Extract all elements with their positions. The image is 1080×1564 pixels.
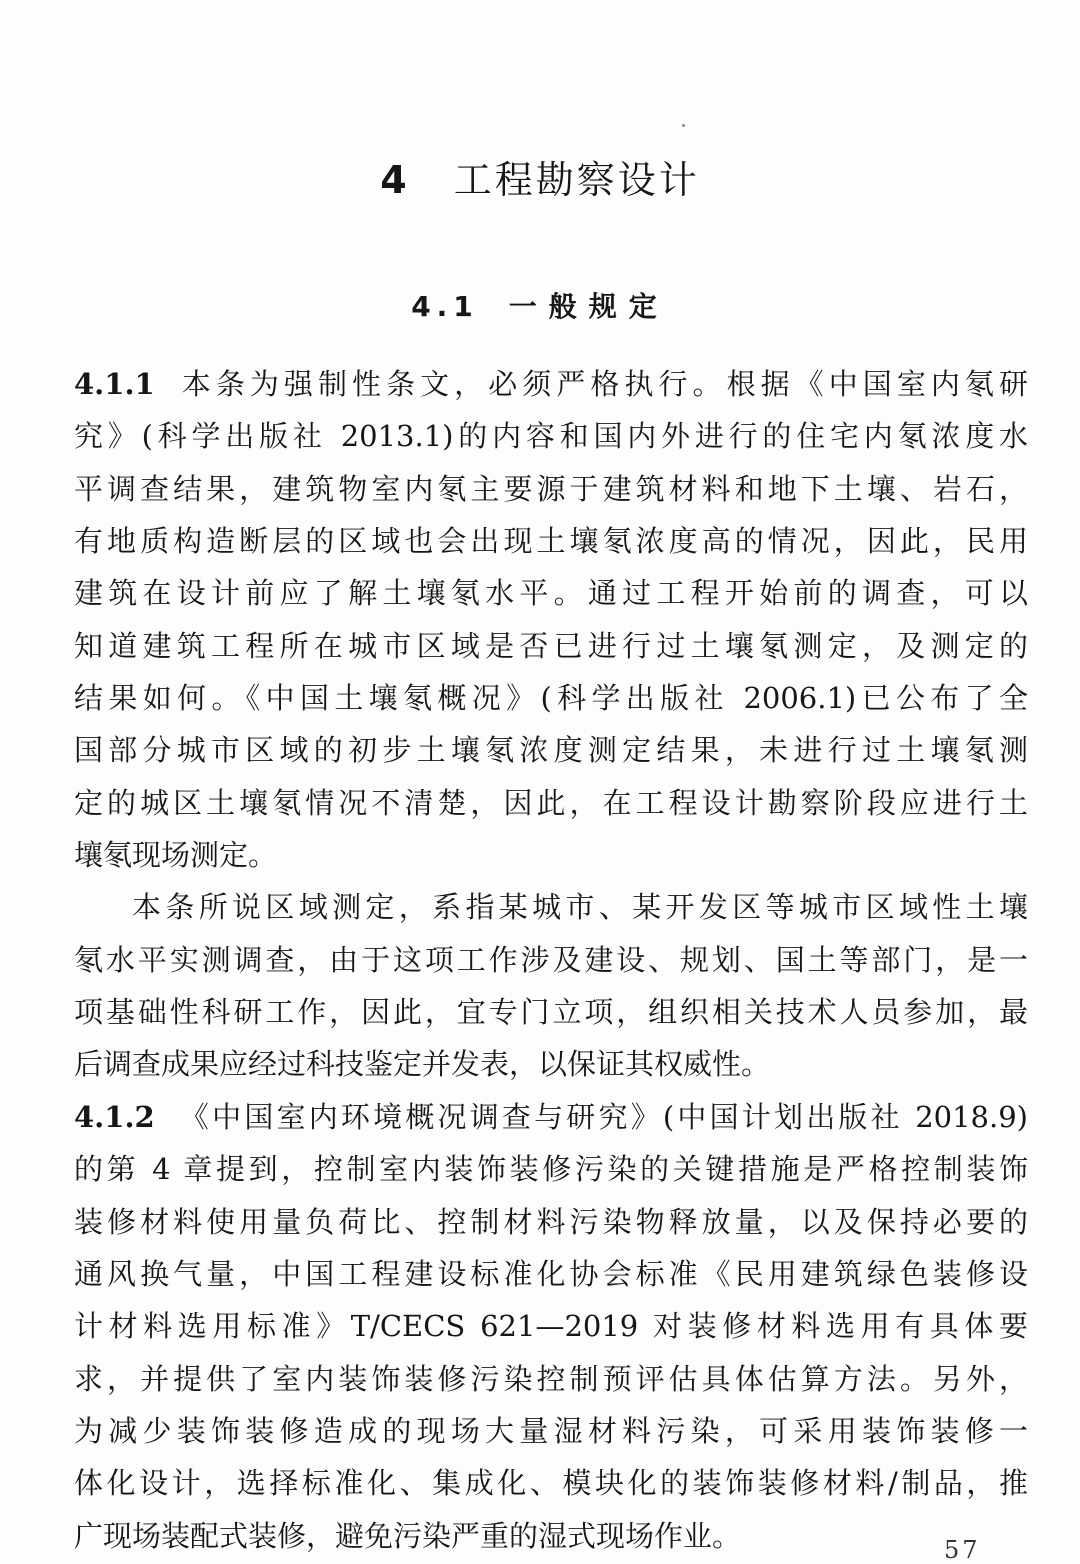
chapter-heading [0, 150, 1080, 210]
text-line: 的第 4 章提到，控制室内装饰装修污染的关键措施是严格控制装饰 [74, 1152, 1028, 1187]
text-line-content: 本条为强制性条文，必须严格执行。根据《中国室内氡研 [176, 367, 1028, 401]
text-line: 广现场装配式装修，避免污染严重的湿式现场作业。 [74, 1518, 742, 1553]
text-line: 结果如何。《中国土壤氡概况》(科学出版社 2006.1)已公布了全 [74, 681, 1028, 716]
text-line: 求，并提供了室内装饰装修污染控制预评估具体估算方法。另外， [74, 1361, 1028, 1396]
text-line: 后调查成果应经过科技鉴定并发表，以保证其权威性。 [74, 1047, 771, 1082]
text-line: 壤氡现场测定。 [74, 838, 278, 873]
text-line-content: 《中国室内环境概况调查与研究》(中国计划出版社 2018.9) [176, 1099, 1028, 1134]
section-number: 4.1 [411, 290, 479, 323]
body-text [74, 358, 1028, 1562]
text-line: 装修材料使用量负荷比、控制材料污染物释放量，以及保持必要的 [74, 1204, 1028, 1239]
text-line: 平调查结果，建筑物室内氡主要源于建筑材料和地下土壤、岩石， [74, 471, 1028, 506]
text-line [74, 358, 1028, 410]
text-line: 国部分城市区域的初步土壤氡浓度测定结果，未进行过土壤氡测 [74, 733, 1028, 768]
text-line: 有地质构造断层的区域也会出现土壤氡浓度高的情况，因此，民用 [74, 524, 1028, 559]
text-line: 究》(科学出版社 2013.1)的内容和国内外进行的住宅内氡浓度水 [74, 419, 1028, 454]
section-title-text: 一般规定 [508, 290, 669, 323]
clause-number: 4.1.1 [74, 367, 155, 401]
text-line: 为减少装饰装修造成的现场大量湿材料污染，可采用装饰装修一 [74, 1413, 1028, 1448]
text-line: 计材料选用标准》T/CECS 621—2019 对装修材料选用有具体要 [74, 1309, 1028, 1344]
section-heading [0, 282, 1080, 332]
text-line: 项基础性科研工作，因此，宜专门立项，组织相关技术人员参加，最 [74, 995, 1028, 1030]
chapter-number: 4 [380, 158, 410, 202]
clause-number: 4.1.2 [74, 1099, 155, 1134]
page-number: 57 [944, 1536, 981, 1564]
text-line: 本条所说区域测定，系指某城市、某开发区等城市区域性土壤 [132, 890, 1028, 925]
scan-speck [682, 124, 685, 127]
text-line: 体化设计，选择标准化、集成化、模块化的装饰装修材料/制品，推 [74, 1466, 1028, 1501]
text-line: 建筑在设计前应了解土壤氡水平。通过工程开始前的调查，可以 [74, 576, 1028, 611]
text-line: 氡水平实测调查，由于这项工作涉及建设、规划、国土等部门，是一 [74, 942, 1028, 977]
text-line [74, 1091, 1028, 1143]
text-line: 通风换气量，中国工程建设标准化协会标准《民用建筑绿色装修设 [74, 1256, 1028, 1291]
text-line: 知道建筑工程所在城市区域是否已进行过土壤氡测定，及测定的 [74, 628, 1028, 663]
text-line: 定的城区土壤氡情况不清楚，因此，在工程设计勘察阶段应进行土 [74, 785, 1028, 820]
chapter-title-text: 工程勘察设计 [453, 158, 700, 202]
